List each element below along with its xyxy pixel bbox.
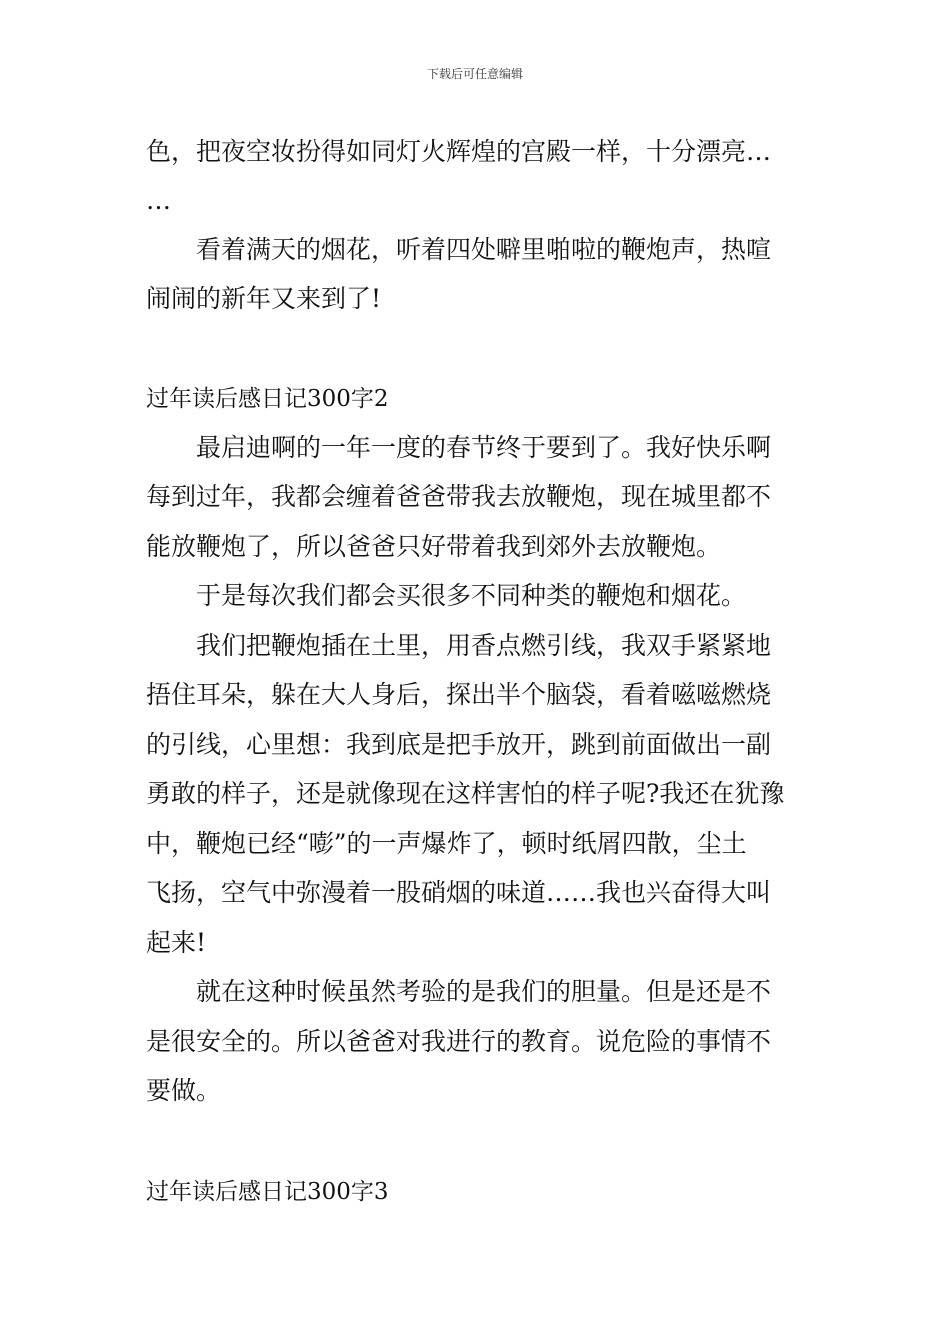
paragraph-line: 最启迪啊的一年一度的春节终于要到了。我好快乐啊 <box>196 433 772 462</box>
paragraph-line: 于是每次我们都会买很多不同种类的鞭炮和烟花。 <box>196 581 747 610</box>
paragraph-line: 就在这种时候虽然考验的是我们的胆量。但是还是不 <box>196 977 772 1006</box>
paragraph-line: 色，把夜空妆扮得如同灯火辉煌的宫殿一样，十分漂亮… <box>146 137 772 166</box>
paragraph-line: 捂住耳朵，躲在大人身后，探出半个脑袋，看着嗞嗞燃烧 <box>146 680 772 709</box>
paragraph-line: 看着满天的烟花，听着四处噼里啪啦的鞭炮声，热喧 <box>196 235 772 264</box>
paragraph-line: 要做。 <box>146 1076 222 1105</box>
paragraph-line: 能放鞭炮了，所以爸爸只好带着我到郊外去放鞭炮。 <box>146 532 722 561</box>
paragraph-line: 是很安全的。所以爸爸对我进行的教育。说危险的事情不 <box>146 1027 772 1056</box>
paragraph-line: … <box>146 186 171 215</box>
section-heading: 过年读后感日记300字3 <box>146 1179 389 1205</box>
paragraph-line: 的引线，心里想：我到底是把手放开，跳到前面做出一副 <box>146 730 772 759</box>
paragraph-line: 勇敢的样子，还是就像现在这样害怕的样子呢?我还在犹豫 <box>146 779 785 808</box>
paragraph-line: 每到过年，我都会缠着爸爸带我去放鞭炮，现在城里都不 <box>146 482 772 511</box>
page-header-note: 下载后可任意编辑 <box>426 67 523 81</box>
paragraph-line: 我们把鞭炮插在土里，用香点燃引线，我双手紧紧地 <box>196 631 772 660</box>
section-heading: 过年读后感日记300字2 <box>146 386 389 412</box>
paragraph-line: 中，鞭炮已经“嘭”的一声爆炸了，顿时纸屑四散，尘土 <box>146 829 747 858</box>
paragraph-line: 闹闹的新年又来到了! <box>146 284 382 313</box>
paragraph-line: 飞扬，空气中弥漫着一股硝烟的味道……我也兴奋得大叫 <box>146 878 772 907</box>
paragraph-line: 起来! <box>146 928 207 957</box>
